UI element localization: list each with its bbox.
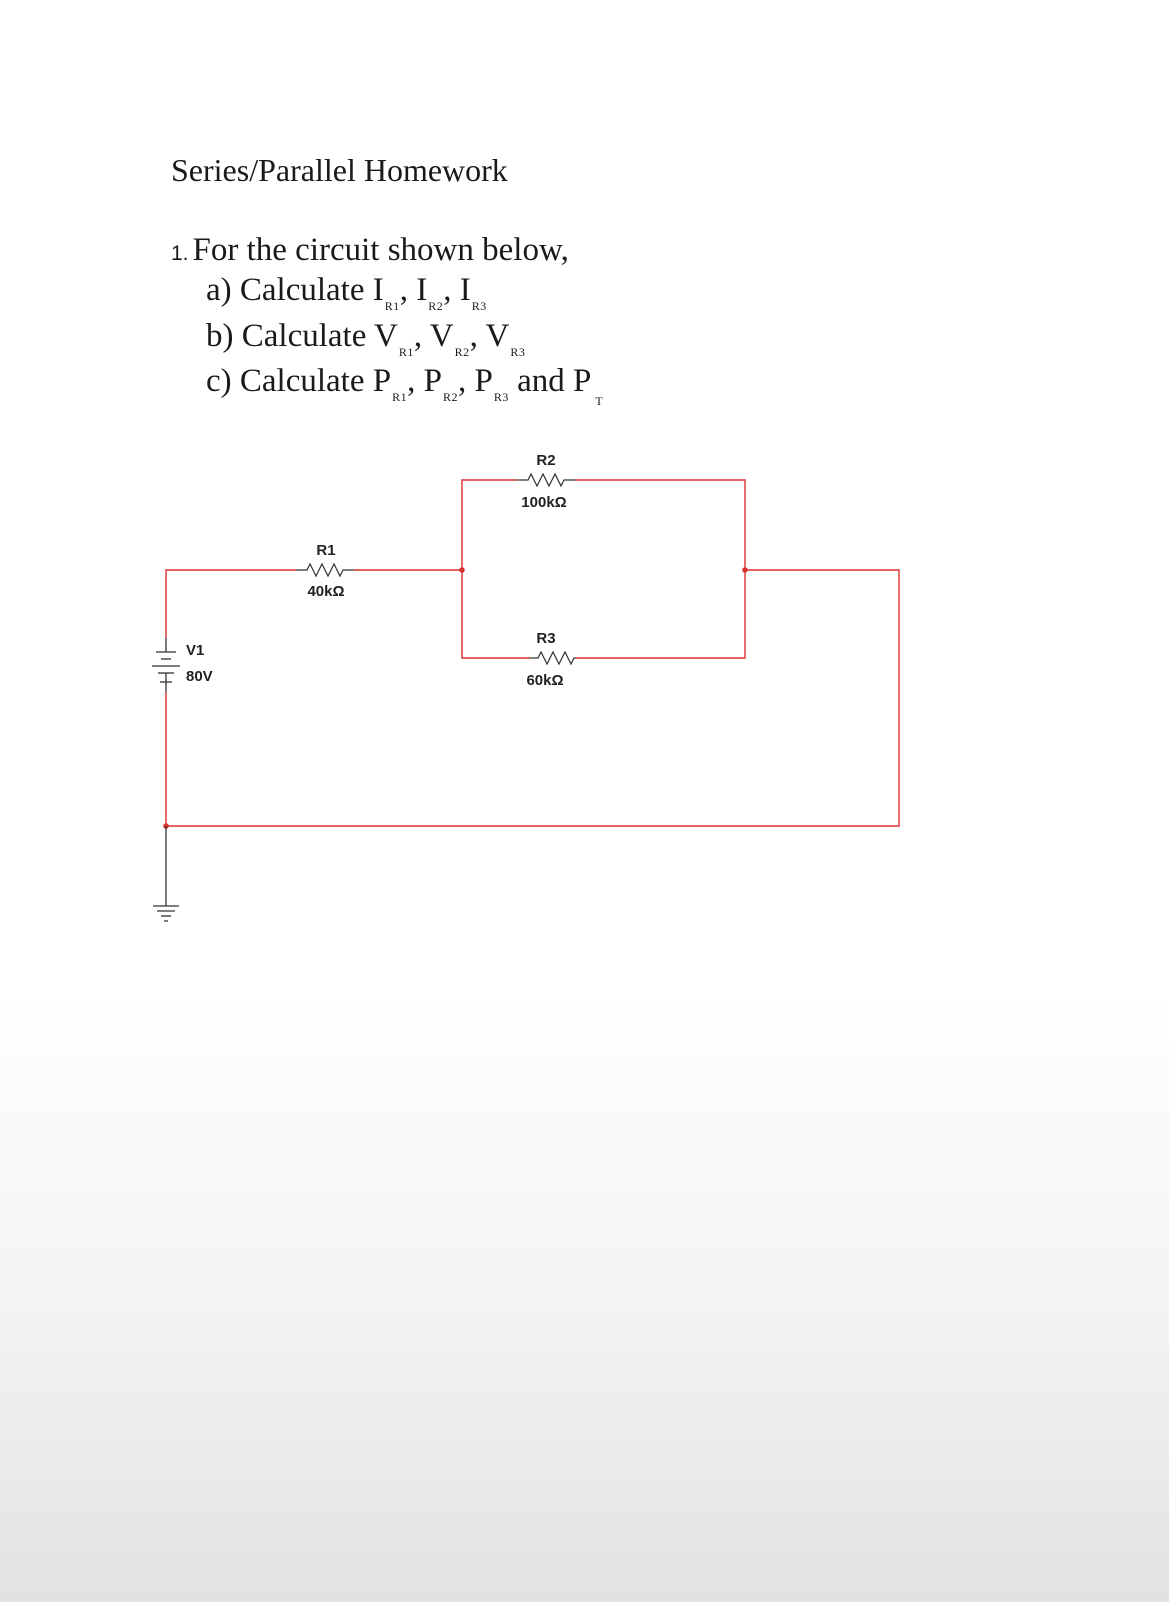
circuit-wires: [166, 480, 899, 826]
resistor-r1-symbol: [296, 564, 354, 576]
r3-name-label: R3: [536, 630, 556, 647]
battery-name-label: V1: [186, 642, 205, 659]
part-b-sub-r2: R2: [454, 345, 470, 359]
part-a-sub-r3: R3: [471, 299, 487, 313]
ground-icon: [153, 826, 179, 921]
wire-node-right-return: [166, 570, 899, 826]
part-b-label: b) Calculate V: [206, 318, 398, 354]
part-c-calculate-powers: c) Calculate $P_{R1}$, $P_{R2}$, $P_{R3}$ and $P_T$: [206, 363, 604, 408]
r2-value-label: 100kΩ: [521, 494, 567, 511]
part-a-calculate-currents: a) Calculate $I_{R1}$, $I_{R2}$, $I_{R3}$: [206, 272, 487, 313]
part-c-sub-total: T: [595, 394, 604, 408]
wire-r2-to-node-right: [575, 480, 745, 570]
r3-value-label: 60kΩ: [526, 672, 564, 689]
junction-dots: [163, 567, 748, 829]
wire-r3-to-node-right: [576, 570, 745, 658]
part-a-label: a) Calculate I: [206, 272, 384, 308]
battery-v1-symbol: [152, 638, 180, 692]
part-c-label: c) Calculate P: [206, 363, 392, 399]
document-title: Series/Parallel Homework: [171, 152, 508, 188]
wire-node-left-to-r3: [462, 570, 530, 658]
battery-value-label: 80V: [186, 668, 213, 685]
part-c-sub-r3: R3: [493, 390, 509, 404]
part-c-sub-r2: R2: [442, 390, 458, 404]
wire-source-to-r1: [166, 570, 296, 638]
part-a-sub-r1: R1: [384, 299, 400, 313]
r1-name-label: R1: [316, 542, 336, 559]
r2-name-label: R2: [536, 452, 556, 469]
part-b-sub-r3: R3: [510, 345, 526, 359]
r1-value-label: 40kΩ: [307, 583, 345, 600]
part-a-sub-r2: R2: [428, 299, 444, 313]
question-number: 1.: [171, 242, 189, 265]
part-b-calculate-voltages: b) Calculate $V_{R1}$, $V_{R2}$, $V_{R3}$: [206, 318, 526, 359]
resistor-r2-symbol: [517, 474, 575, 486]
part-c-joiner: and P: [517, 363, 592, 399]
part-b-sub-r1: R1: [398, 345, 414, 359]
resistor-r3-symbol: [530, 652, 576, 664]
wire-node-left-to-r2: [462, 480, 517, 570]
junction-node-left: [459, 567, 465, 573]
question-prompt-text: For the circuit shown below,: [192, 232, 569, 268]
junction-node-right: [742, 567, 748, 573]
part-c-sub-r1: R1: [392, 390, 408, 404]
